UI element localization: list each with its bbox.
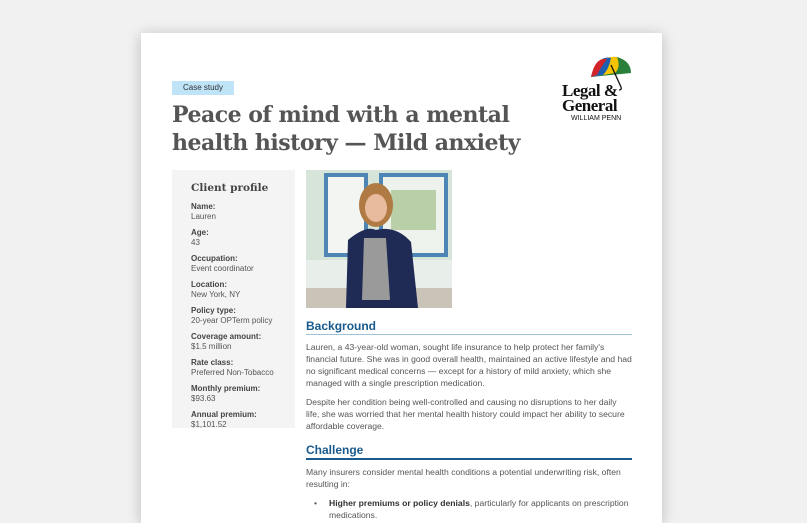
profile-field	[191, 410, 295, 430]
field-value: $1.5 million	[191, 342, 232, 351]
profile-field	[191, 228, 295, 248]
profile-field	[191, 280, 295, 300]
field-label: Occupation:	[191, 254, 238, 263]
profile-field	[191, 202, 295, 222]
background-paragraph: Lauren, a 43-year-old woman, sought life insurance to help protect her family's financial future. She was in good overall health, maintained an active lifestyle and had no significant medical concerns — except for a history of mild anxiety, which she managed with a single prescription medication.	[306, 342, 632, 388]
field-value: New York, NY	[191, 290, 241, 299]
client-profile-heading: Client profile	[191, 182, 269, 194]
field-label: Location:	[191, 280, 227, 289]
field-value: 43	[191, 238, 200, 247]
page-title: Peace of mind with a mental health history — Mild anxiety	[172, 102, 520, 156]
field-label: Rate class:	[191, 358, 234, 367]
profile-field	[191, 306, 295, 326]
list-item: • Higher premiums or policy denials, particularly for applicants on prescription medications.	[314, 497, 632, 521]
profile-field	[191, 358, 295, 378]
profile-field	[191, 254, 295, 274]
main-content	[306, 320, 632, 521]
logo-subtext: WILLIAM PENN	[571, 115, 622, 122]
field-label: Annual premium:	[191, 410, 257, 419]
field-value: Preferred Non-Tobacco	[191, 368, 274, 377]
challenge-list	[306, 497, 632, 521]
profile-field	[191, 332, 295, 352]
logo-text: Legal & General	[562, 81, 618, 115]
field-label: Monthly premium:	[191, 384, 261, 393]
field-label: Policy type:	[191, 306, 236, 315]
field-label: Coverage amount:	[191, 332, 262, 341]
background-heading: Background	[306, 320, 632, 335]
client-profile	[172, 170, 295, 428]
challenge-heading: Challenge	[306, 444, 632, 460]
field-value: Event coordinator	[191, 264, 254, 273]
field-value: Lauren	[191, 212, 216, 221]
field-label: Name:	[191, 202, 216, 211]
legal-general-logo	[559, 55, 631, 125]
field-value: $93.63	[191, 394, 216, 403]
case-study-badge: Case study	[172, 81, 234, 95]
field-value: $1,101.52	[191, 420, 227, 429]
challenge-intro: Many insurers consider mental health conditions a potential underwriting risk, often resulting in:	[306, 467, 621, 489]
field-value: 20-year OPTerm policy	[191, 316, 273, 325]
field-label: Age:	[191, 228, 209, 237]
profile-field	[191, 384, 295, 404]
client-photo	[306, 170, 452, 308]
background-paragraph: Despite her condition being well-controlled and causing no disruptions to her daily life, she was worried that her mental health history could impact her ability to secure affordable coverage.	[306, 397, 625, 431]
document-page	[141, 33, 662, 523]
